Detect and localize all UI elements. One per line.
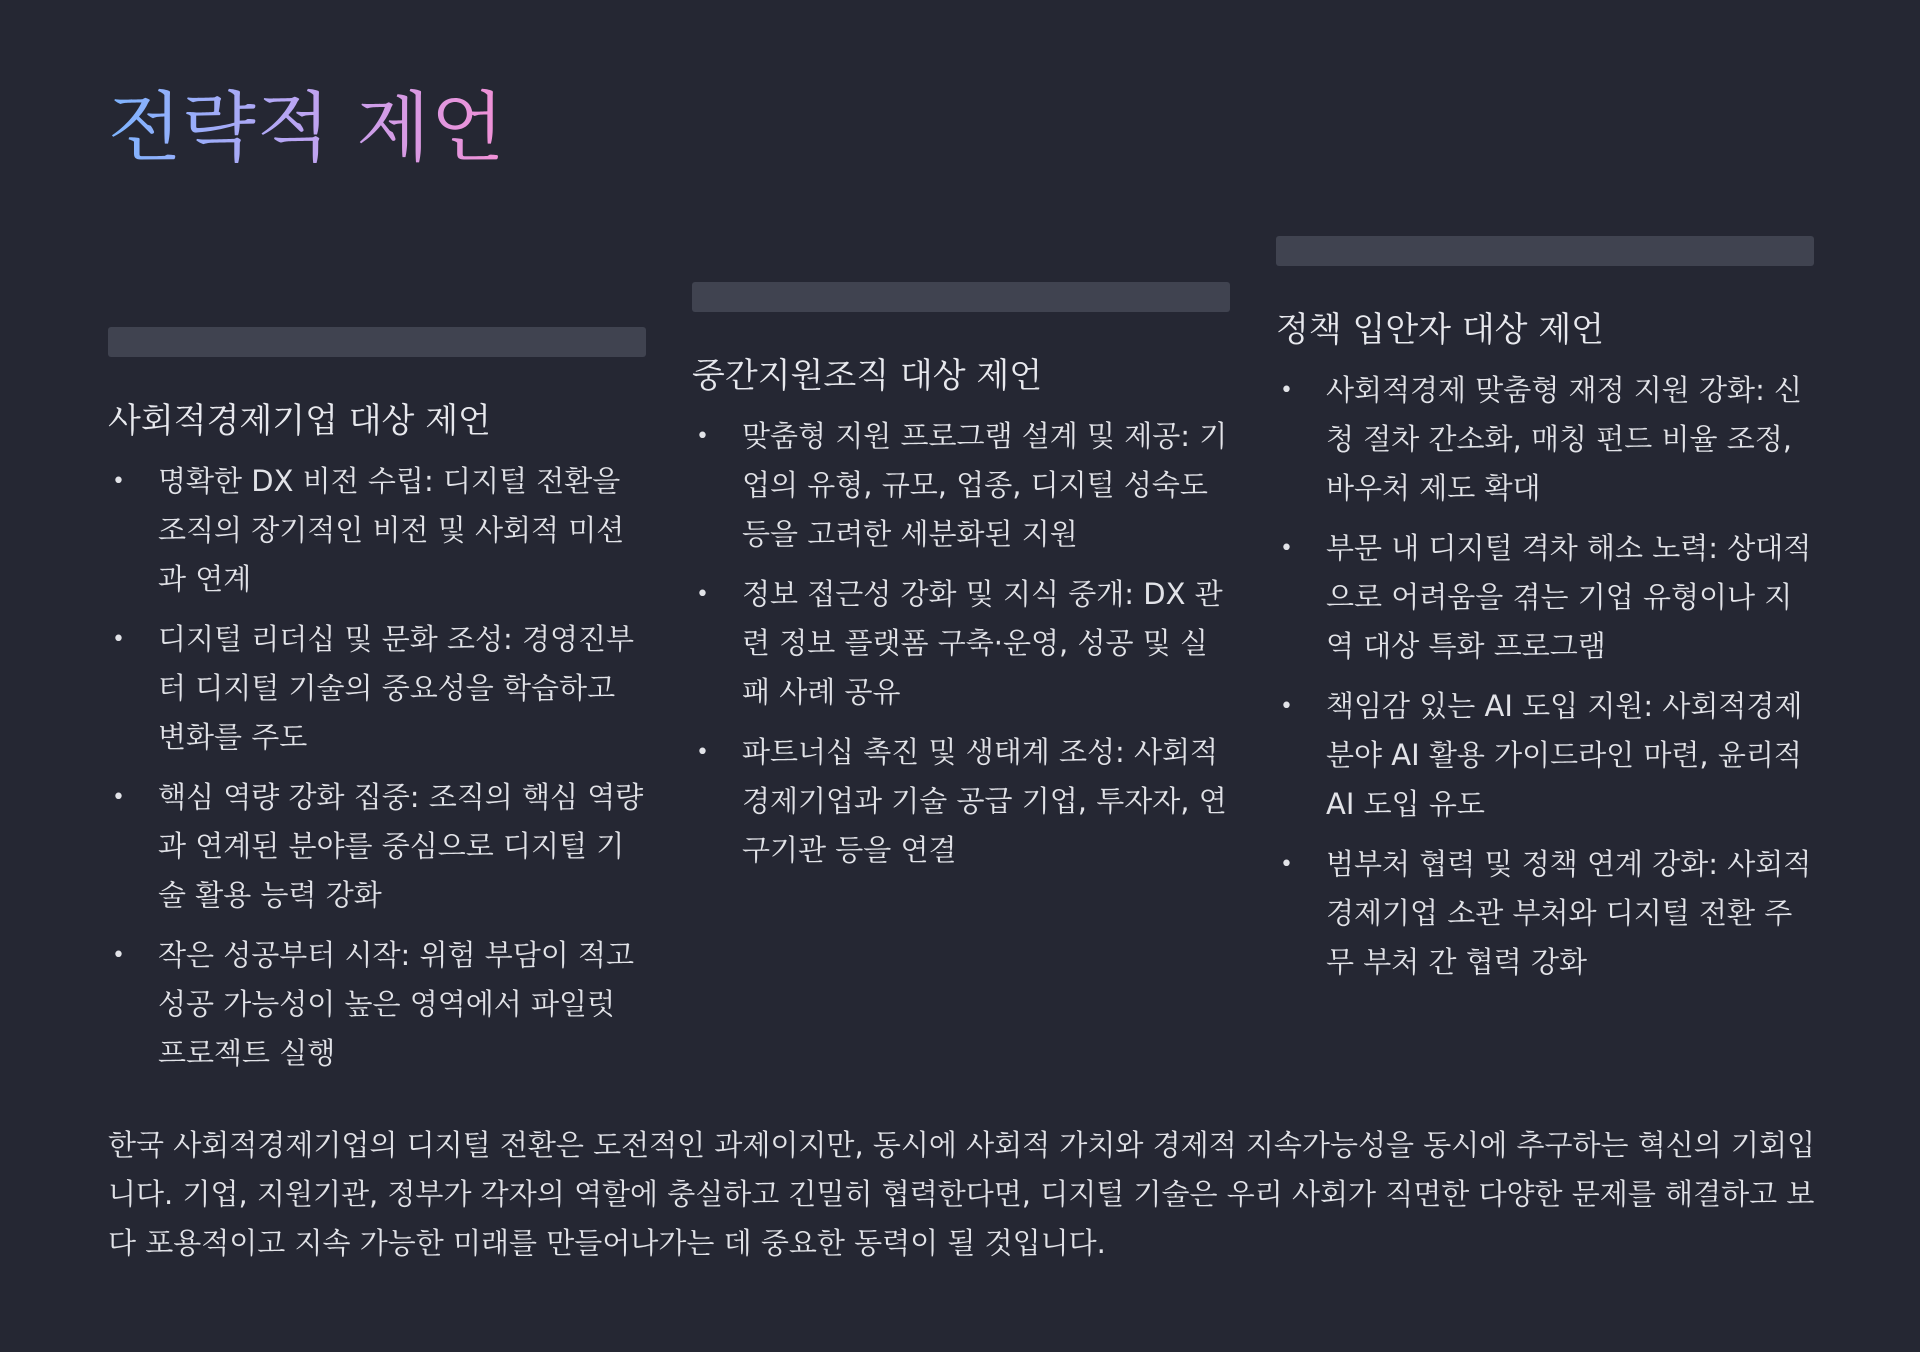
- list-item: [1276, 840, 1814, 987]
- column-heading: 중간지원조직 대상 제언: [692, 356, 1043, 396]
- list-item-text: 핵심 역량 강화 집중: 조직의 핵심 역량과 연계된 분야를 중심으로 디지털 기술 활용 능력 강화: [158, 780, 644, 912]
- list-item-text: 디지털 리더십 및 문화 조성: 경영진부터 디지털 기술의 중요성을 학습하고 변화를 주도: [158, 622, 635, 754]
- recommendation-list: [692, 412, 1230, 875]
- list-item: [692, 570, 1230, 717]
- bullet-icon: •: [696, 740, 709, 765]
- list-item: [1276, 682, 1814, 829]
- recommendation-list: [108, 457, 646, 1078]
- list-item: [1276, 366, 1814, 513]
- column-policy-makers: [1276, 236, 1814, 998]
- bullet-icon: •: [1280, 536, 1293, 561]
- column-header-bar: [692, 282, 1230, 312]
- list-item-text: 범부처 협력 및 정책 연계 강화: 사회적경제기업 소관 부처와 디지털 전환 주무 부처 간 협력 강화: [1326, 847, 1812, 979]
- list-item: [692, 412, 1230, 559]
- list-item: [108, 773, 646, 920]
- column-header-bar: [1276, 236, 1814, 266]
- bullet-icon: •: [696, 582, 709, 607]
- list-item-text: 사회적경제 맞춤형 재정 지원 강화: 신청 절차 간소화, 매칭 펀드 비율 조정, 바우처 제도 확대: [1326, 373, 1803, 505]
- bullet-icon: •: [696, 424, 709, 449]
- list-item-text: 맞춤형 지원 프로그램 설계 및 제공: 기업의 유형, 규모, 업종, 디지털 성숙도 등을 고려한 세분화된 지원: [742, 419, 1228, 551]
- column-social-enterprise: [108, 327, 646, 1089]
- list-item: [108, 615, 646, 762]
- list-item-text: 명확한 DX 비전 수립: 디지털 전환을 조직의 장기적인 비전 및 사회적 미션과 연계: [158, 464, 625, 596]
- bullet-icon: •: [1280, 378, 1293, 403]
- bullet-icon: •: [112, 785, 125, 810]
- page-title: 전략적 제언: [108, 78, 505, 178]
- list-item-text: 정보 접근성 강화 및 지식 중개: DX 관련 정보 플랫폼 구축·운영, 성공 및 실패 사례 공유: [742, 577, 1223, 709]
- recommendation-list: [1276, 366, 1814, 987]
- list-item-text: 책임감 있는 AI 도입 지원: 사회적경제 분야 AI 활용 가이드라인 마련, 윤리적 AI 도입 유도: [1326, 689, 1803, 821]
- conclusion-paragraph: 한국 사회적경제기업의 디지털 전환은 도전적인 과제이지만, 동시에 사회적 가치와 경제적 지속가능성을 동시에 추구하는 혁신의 기회입니다. 기업, 지원기관, 정부가 각자의 역할에 충실하고 긴밀히 협력한다면, 디지털 기술은 우리 사회가 직면한 다양한 문제를 해결하고 보다 포용적이고 지속 가능한 미래를 만들어나가는 데 중요한 동력이 될 것입니다.: [108, 1128, 1816, 1260]
- bullet-icon: •: [112, 469, 125, 494]
- bullet-icon: •: [112, 943, 125, 968]
- list-item-text: 작은 성공부터 시작: 위험 부담이 적고 성공 가능성이 높은 영역에서 파일럿 프로젝트 실행: [158, 938, 635, 1070]
- list-item: [692, 728, 1230, 875]
- list-item-text: 부문 내 디지털 격차 해소 노력: 상대적으로 어려움을 겪는 기업 유형이나 지역 대상 특화 프로그램: [1326, 531, 1812, 663]
- column-intermediary: [692, 282, 1230, 886]
- bullet-icon: •: [1280, 694, 1293, 719]
- list-item: [108, 457, 646, 604]
- column-header-bar: [108, 327, 646, 357]
- list-item: [1276, 524, 1814, 671]
- bullet-icon: •: [112, 627, 125, 652]
- list-item-text: 파트너십 촉진 및 생태계 조성: 사회적경제기업과 기술 공급 기업, 투자자, 연구기관 등을 연결: [742, 735, 1227, 867]
- column-heading: 정책 입안자 대상 제언: [1276, 310, 1605, 350]
- list-item: [108, 931, 646, 1078]
- bullet-icon: •: [1280, 852, 1293, 877]
- column-heading: 사회적경제기업 대상 제언: [108, 401, 491, 441]
